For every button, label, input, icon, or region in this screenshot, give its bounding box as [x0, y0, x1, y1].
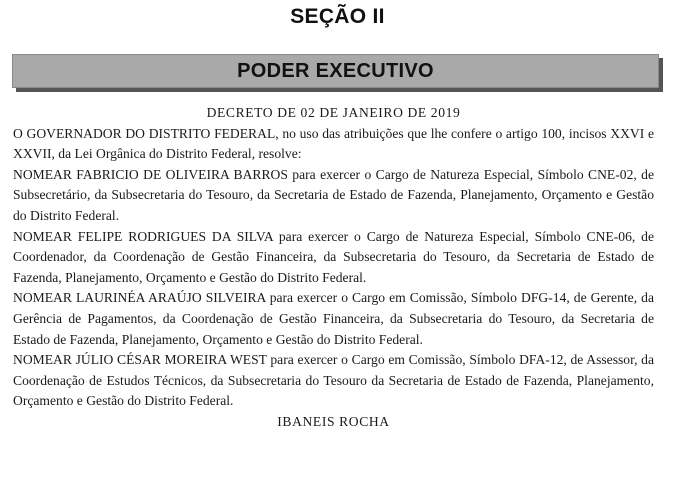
signature: IBANEIS ROCHA	[277, 413, 390, 429]
banner-box	[12, 54, 659, 88]
decree-body	[13, 103, 654, 433]
appointment-paragraph: NOMEAR FABRICIO DE OLIVEIRA BARROS para exercer o Cargo de Natureza Especial, Símbolo CNE-02, de Subsecretário, da Subsecretaria do Tesouro, da Secretaria de Estado de Fazenda, Planejamento, Orçamento e Gestão do Distrito Federal.	[13, 166, 654, 223]
decree-intro: O GOVERNADOR DO DISTRITO FEDERAL, no uso das atribuições que lhe confere o artigo 100, incisos XXVI e XXVII, da Lei Orgânica do Distrito Federal, resolve:	[13, 125, 654, 162]
appointment-paragraph: NOMEAR JÚLIO CÉSAR MOREIRA WEST para exercer o Cargo em Comissão, Símbolo DFA-12, de Assessor, da Coordenação de Estudos Técnicos, da Subsecretaria do Tesouro da Secretaria de Estado de Fazenda, Planejamento, Orçamento e Gestão do Distrito Federal.	[13, 352, 654, 409]
banner-title: PODER EXECUTIVO	[237, 59, 434, 82]
appointment-paragraph: NOMEAR LAURINÉA ARAÚJO SILVEIRA para exercer o Cargo em Comissão, Símbolo DFG-14, de Gerente, da Gerência de Pagamentos, da Coordenação de Gestão Financeira, da Subsecretaria do Tesouro, da Secretaria de Estado de Fazenda, Planejamento, Orçamento e Gestão do Distrito Federal.	[13, 290, 654, 347]
appointment-paragraph: NOMEAR FELIPE RODRIGUES DA SILVA para exercer o Cargo de Natureza Especial, Símbolo CNE-06, de Coordenador, da Coordenação de Gestão Financeira, da Subsecretaria do Tesouro, da Secretaria de Estado de Fazenda, Planejamento, Orçamento e Gestão do Distrito Federal.	[13, 228, 654, 285]
section-banner	[12, 54, 663, 92]
section-title: SEÇÃO II	[290, 5, 385, 28]
decree-heading: DECRETO DE 02 DE JANEIRO DE 2019	[206, 105, 461, 120]
